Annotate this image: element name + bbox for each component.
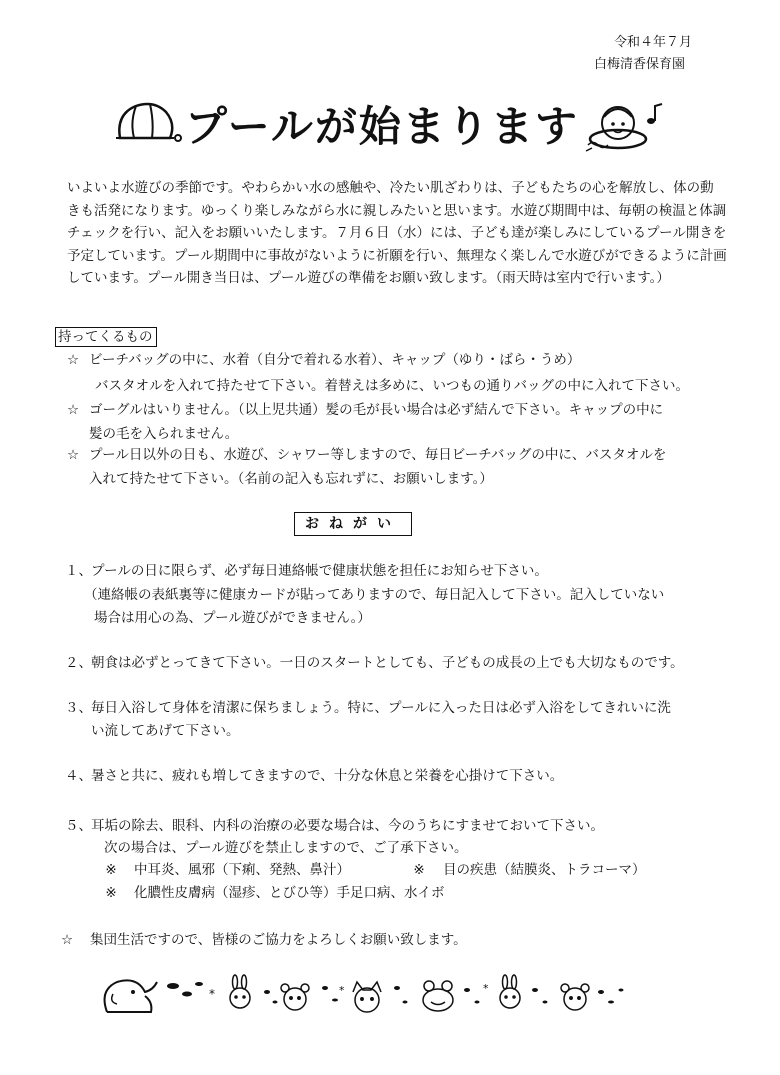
request-number: ２、 xyxy=(65,655,92,671)
bring-item-line: ゴーグルはいりません。（以上児共通）髪の毛が長い場合は必ず結んで下さい。キャップの中に xyxy=(89,402,664,418)
intro-line: いよいよ水遊びの季節です。やわらかい水の感触や、冷たい肌ざわりは、子どもたちの心を解放し、体の動 xyxy=(67,180,714,196)
request-line: 暑さと共に、疲れも増してきますので、十分な休息と栄養を心掛けて下さい。 xyxy=(91,768,564,784)
bring-item-line: ビーチバッグの中に、水着（自分で着れる水着）、キャップ（ゆり・ばら・うめ） xyxy=(89,352,581,368)
beach-ball-icon xyxy=(112,96,182,146)
rabbit-icon xyxy=(500,975,520,1008)
footer-decoration xyxy=(95,972,655,1022)
requests-heading: おねがい xyxy=(294,512,412,536)
organization-name: 白梅清香保育園 xyxy=(594,57,686,72)
bring-item-line: バスタオルを入れて持たせて下さい。着替えは多めに、いつもの通りバッグの中に入れて下さい。 xyxy=(95,378,689,394)
closing-text: 集団生活ですので、皆様のご協力をよろしくお願い致します。 xyxy=(90,932,467,948)
star-mark: ☆ xyxy=(66,447,80,463)
request-number: ５、 xyxy=(65,818,92,834)
frog-icon xyxy=(423,981,453,1011)
condition-mark: ※ xyxy=(105,885,117,901)
water-splash-icon xyxy=(167,982,215,1001)
bring-item-line: プール日以外の日も、水遊び、シャワー等しますので、毎日ビーチバッグの中に、バスタオルを xyxy=(89,447,667,463)
request-line: 耳垢の除去、眼科、内科の治療の必要な場合は、今のうちにすませておいて下さい。 xyxy=(91,818,604,834)
request-line: 次の場合は、プール遊びを禁止しますので、ご了承下さい。 xyxy=(104,840,468,856)
intro-line: しています。プール開き当日は、プール遊びの準備をお願い致します。（雨天時は室内で行います。） xyxy=(67,270,670,286)
request-number: ３、 xyxy=(65,700,92,716)
elephant-icon xyxy=(105,980,157,1012)
condition-item: 化膿性皮膚病（湿疹、とびひ等）手足口病、水イボ xyxy=(134,885,445,901)
request-line: 場合は用心の為、プール遊びができません。） xyxy=(94,610,371,626)
bear-icon xyxy=(281,984,309,1010)
bring-item-line: 髪の毛を入られません。 xyxy=(89,426,239,442)
condition-mark: ※ xyxy=(413,862,425,878)
condition-item: 中耳炎、風邪（下痢、発熱、鼻汁） xyxy=(134,862,350,878)
svg-text:*: * xyxy=(339,984,345,997)
request-line: （連絡帳の表紙裏等に健康カードが貼ってありますので、毎日記入して下さい。記入していない xyxy=(84,587,665,603)
intro-line: チェックを行い、記入をお願いいたします。７月６日（水）には、子ども達が楽しみにしているプール開きを xyxy=(67,225,727,241)
page-title: プールが始まります xyxy=(185,102,579,151)
intro-paragraph xyxy=(67,177,727,290)
request-number: １、 xyxy=(65,563,92,579)
request-line: 朝食は必ずとってきて下さい。一日のスタートとしても、子どもの成長の上でも大切なものです。 xyxy=(91,655,684,671)
bear-icon xyxy=(561,984,589,1010)
cat-icon xyxy=(353,982,381,1012)
document-date: 令和４年７月 xyxy=(614,35,693,50)
request-number: ４、 xyxy=(65,768,92,784)
condition-mark: ※ xyxy=(105,862,117,878)
intro-line: きも活発になります。ゆっくり楽しみながら水に親しみたいと思います。水遊び期間中は、毎朝の検温と体調 xyxy=(67,202,727,219)
rabbit-icon xyxy=(230,975,250,1008)
bring-item-line: 入れて持たせて下さい。（名前の記入も忘れずに、お願いします。） xyxy=(89,471,493,487)
request-line: プールの日に限らず、必ず毎日連絡帳で健康状態を担任にお知らせ下さい。 xyxy=(91,563,548,579)
bring-heading: 持ってくるもの xyxy=(55,327,157,347)
intro-line: 予定しています。プール期間中に事故がないように祈願を行い、無理なく楽しんで水遊びができるように計画 xyxy=(67,247,727,264)
request-line: い流してあげて下さい。 xyxy=(91,723,240,739)
request-line: 毎日入浴して身体を清潔に保ちましょう。特に、プールに入った日は必ず入浴をしてきれいに洗 xyxy=(91,700,671,716)
star-mark: ☆ xyxy=(66,352,80,368)
star-mark: ☆ xyxy=(66,402,80,418)
star-mark: ☆ xyxy=(60,932,74,948)
svg-text:*: * xyxy=(483,982,489,995)
svg-text:*: * xyxy=(209,987,215,1001)
music-note-icon xyxy=(644,102,668,128)
condition-item: 目の疾患（結膜炎、トラコーマ） xyxy=(443,862,646,878)
